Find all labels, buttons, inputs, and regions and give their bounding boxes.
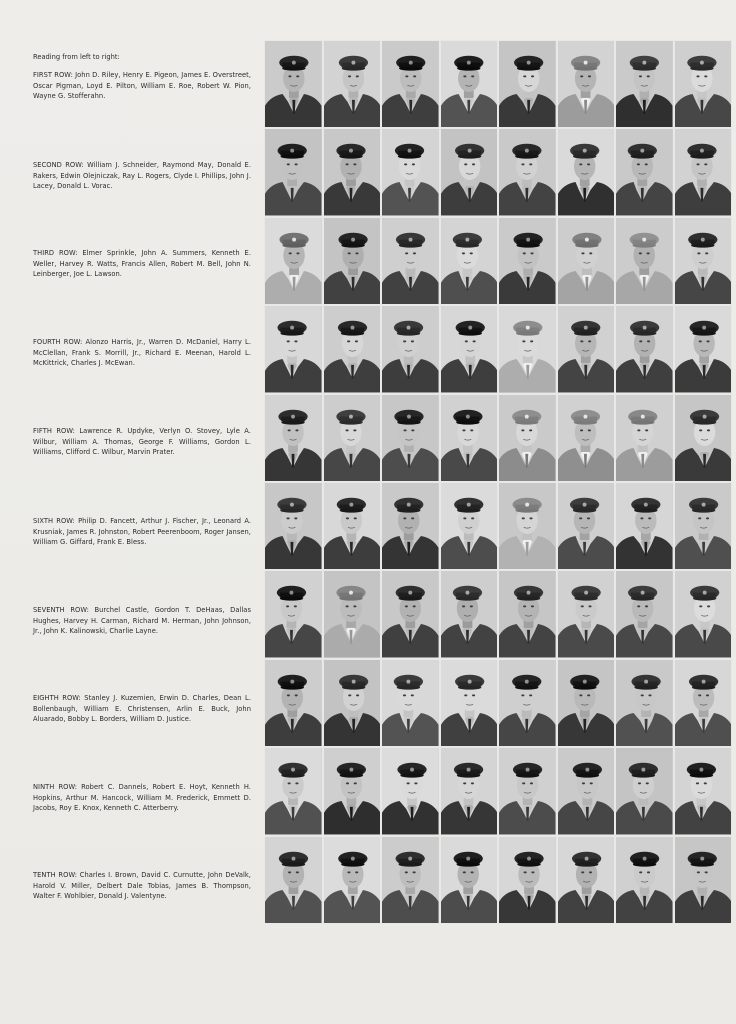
portrait-photo (674, 482, 733, 570)
portrait-photo (498, 40, 557, 128)
row-caption-3: THIRD ROW: Elmer Sprinkle, John A. Summers, Kenneth E. Weller, Harvey R. Watts, Francis Allen, Robert M. Bell, John N. Leinberger, Joe L. Lawson. (33, 249, 251, 279)
portrait-photo (264, 40, 323, 128)
portrait-photo (264, 659, 323, 747)
portrait-photo (674, 40, 733, 128)
portrait-photo (440, 217, 499, 305)
portrait-photo (323, 128, 382, 216)
portrait-photo (498, 570, 557, 658)
portrait-photo (674, 570, 733, 658)
portrait-photo (440, 305, 499, 393)
row-caption-1: FIRST ROW: John D. Riley, Henry E. Pigeon, James E. Overstreet, Oscar Pigman, Loyd E. Pilton, William E. Roe, Robert W. Pion, Wayne G. Stofferahn. (33, 71, 251, 101)
portrait-photo (557, 305, 616, 393)
portrait-photo (264, 128, 323, 216)
portrait-photo (440, 40, 499, 128)
portrait-photo (381, 659, 440, 747)
portrait-photo (615, 128, 674, 216)
portrait-photo (674, 836, 733, 924)
portrait-photo (557, 128, 616, 216)
portrait-photo (381, 570, 440, 658)
portrait-photo (323, 482, 382, 570)
portrait-photo (381, 128, 440, 216)
caption-column (33, 52, 251, 901)
portrait-photo (557, 482, 616, 570)
row-caption-9: NINTH ROW: Robert C. Dannels, Robert E. Hoyt, Kenneth H. Hopkins, Arthur M. Hancock, William M. Frederick, Emmett D. Jacobs, Roy E. Knox, Kenneth C. Atterberry. (33, 783, 251, 813)
portrait-photo (264, 570, 323, 658)
portrait-photo (323, 305, 382, 393)
row-caption-10: TENTH ROW: Charles I. Brown, David C. Curnutte, John DeValk, Harold V. Miller, Delbert Dale Tobias, James B. Thompson, Walter F. Wohlbier, Donald J. Valentyne. (33, 871, 251, 901)
portrait-photo (498, 747, 557, 835)
reading-instruction: Reading from left to right: (33, 53, 120, 61)
portrait-photo (557, 836, 616, 924)
portrait-photo (440, 128, 499, 216)
portrait-photo (323, 217, 382, 305)
portrait-photo (498, 836, 557, 924)
portrait-photo (674, 217, 733, 305)
portrait-photo (264, 394, 323, 482)
portrait-photo (264, 305, 323, 393)
portrait-photo (440, 482, 499, 570)
portrait-photo (615, 482, 674, 570)
portrait-photo (264, 482, 323, 570)
portrait-photo (381, 747, 440, 835)
row-caption-7: SEVENTH ROW: Burchel Castle, Gordon T. DeHaas, Dallas Hughes, Harvey H. Carman, Richard M. Herman, John Johnson, Jr., John K. Kalinowski, Charlie Layne. (33, 606, 251, 636)
portrait-photo (615, 394, 674, 482)
portrait-photo (674, 394, 733, 482)
portrait-photo (615, 570, 674, 658)
portrait-photo (615, 217, 674, 305)
portrait-photo (674, 659, 733, 747)
portrait-grid (264, 40, 732, 924)
portrait-photo (264, 217, 323, 305)
row-caption-8: EIGHTH ROW: Stanley J. Kuzemien, Erwin D. Charles, Dean L. Bollenbaugh, William E. Christensen, Arlin E. Buck, John Aluarado, Bobby L. Borders, William D. Justice. (33, 694, 251, 724)
portrait-photo (381, 305, 440, 393)
row-caption-2: SECOND ROW: William J. Schneider, Raymond May, Donald E. Rakers, Edwin Olejniczak, Ray L. Rogers, Clyde I. Phillips, John J. Lacey, Donald L. Vorac. (33, 161, 251, 191)
portrait-photo (498, 217, 557, 305)
portrait-photo (557, 40, 616, 128)
portrait-photo (440, 570, 499, 658)
portrait-photo (323, 40, 382, 128)
portrait-photo (323, 836, 382, 924)
portrait-photo (381, 394, 440, 482)
portrait-photo (381, 40, 440, 128)
portrait-photo (264, 747, 323, 835)
portrait-photo (615, 40, 674, 128)
row-caption-4: FOURTH ROW: Alonzo Harris, Jr., Warren D. McDaniel, Harry L. McClellan, Frank S. Morrill, Jr., Richard E. Meenan, Harold L. McKittrick, Charles J. McEwan. (33, 338, 251, 368)
portrait-photo (557, 394, 616, 482)
portrait-photo (381, 217, 440, 305)
portrait-photo (615, 305, 674, 393)
portrait-photo (615, 659, 674, 747)
portrait-photo (674, 305, 733, 393)
portrait-photo (440, 394, 499, 482)
portrait-photo (498, 659, 557, 747)
portrait-photo (615, 836, 674, 924)
row-caption-5: FIFTH ROW: Lawrence R. Updyke, Verlyn O. Stovey, Lyle A. Wilbur, William A. Thomas, George F. Williams, Gordon L. Williams, Clifford C. Wilbur, Marvin Prater. (33, 427, 251, 457)
portrait-photo (440, 836, 499, 924)
row-caption-6: SIXTH ROW: Philip D. Fancett, Arthur J. Fischer, Jr., Leonard A. Krusniak, James R. Johnston, Robert Peerenboom, Roger Jansen, William G. Giffard, Frank E. Bless. (33, 517, 251, 547)
portrait-photo (264, 836, 323, 924)
portrait-photo (557, 747, 616, 835)
portrait-photo (498, 394, 557, 482)
portrait-photo (557, 659, 616, 747)
portrait-photo (498, 305, 557, 393)
portrait-photo (674, 128, 733, 216)
portrait-photo (615, 747, 674, 835)
portrait-photo (323, 570, 382, 658)
portrait-photo (498, 128, 557, 216)
portrait-photo (557, 217, 616, 305)
portrait-photo (440, 747, 499, 835)
portrait-photo (323, 394, 382, 482)
portrait-photo (498, 482, 557, 570)
portrait-photo (674, 747, 733, 835)
portrait-photo (381, 836, 440, 924)
portrait-photo (323, 659, 382, 747)
portrait-photo (557, 570, 616, 658)
portrait-photo (381, 482, 440, 570)
portrait-photo (323, 747, 382, 835)
portrait-photo (440, 659, 499, 747)
